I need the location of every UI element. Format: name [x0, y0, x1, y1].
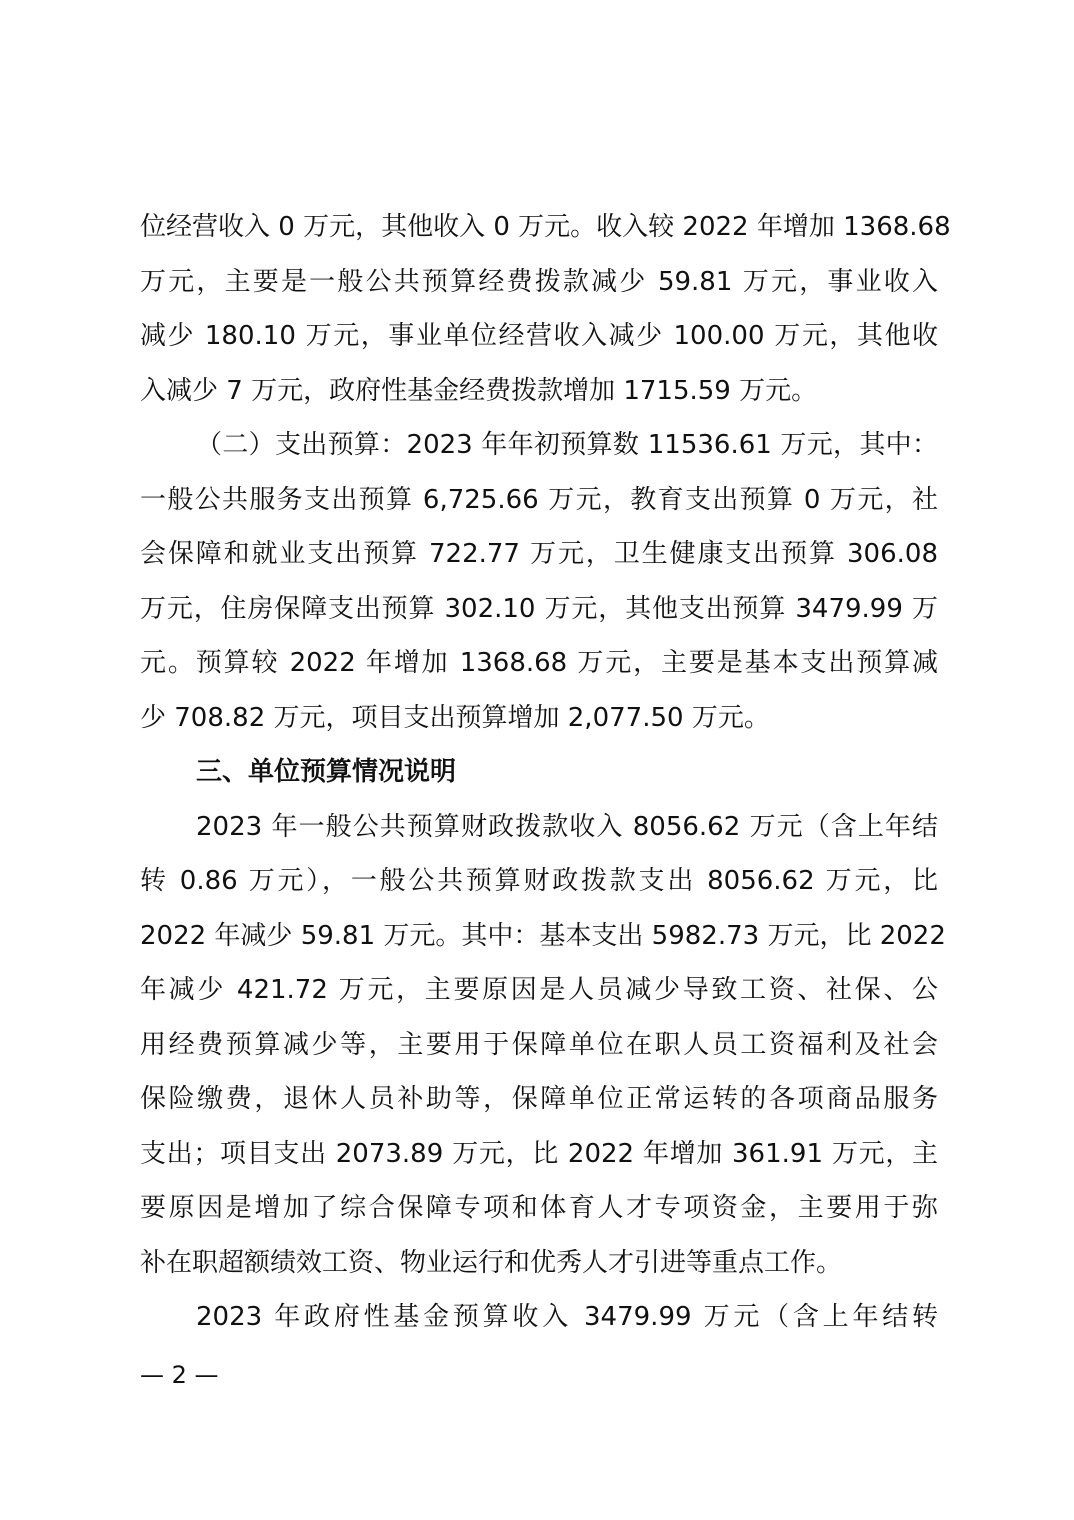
section-heading: [140, 745, 938, 800]
text-line: 位经营收入 0 万元，其他收入 0 万元。收入较 2022 年增加 1368.68: [140, 212, 951, 242]
document-page: [140, 200, 951, 1345]
text-line: 一般公共服务支出预算 6,725.66 万元，教育支出预算 0 万元，社: [140, 484, 938, 515]
text-line: 万元，主要是一般公共预算经费拨款减少 59.81 万元，事业收入: [140, 266, 938, 297]
text-line: 2022 年减少 59.81 万元。其中：基本支出 5982.73 万元，比 2022: [140, 920, 946, 951]
text-line: 用经费预算减少等，主要用于保障单位在职人员工资福利及社会: [140, 1029, 938, 1060]
text-line: 入减少 7 万元，政府性基金经费拨款增加 1715.59 万元。: [140, 375, 818, 406]
text-line: 保险缴费，退休人员补助等，保障单位正常运转的各项商品服务: [140, 1084, 938, 1114]
text-line: 元。预算较 2022 年增加 1368.68 万元，主要是基本支出预算减: [140, 648, 938, 678]
paragraph-expenditure-budget: [140, 418, 938, 745]
paragraph-income-continuation: [140, 200, 951, 418]
text-line: （二）支出预算：2023 年年初预算数 11536.61 万元，其中：: [196, 430, 938, 460]
page-number: — 2 —: [140, 1361, 219, 1389]
text-line: 年减少 421.72 万元，主要原因是人员减少导致工资、社保、公: [140, 975, 938, 1005]
paragraph-gov-fund-budget: [140, 1290, 938, 1345]
text-line: 少 708.82 万元，项目支出预算增加 2,077.50 万元。: [140, 702, 770, 733]
text-line: 支出；项目支出 2073.89 万元，比 2022 年增加 361.91 万元，主: [140, 1138, 938, 1169]
paragraph-general-budget: [140, 800, 946, 1291]
text-line: 要原因是增加了综合保障专项和体育人才专项资金，主要用于弥: [140, 1193, 938, 1223]
text-line: 会保障和就业支出预算 722.77 万元，卫生健康支出预算 306.08: [140, 539, 938, 569]
text-line: 减少 180.10 万元，事业单位经营收入减少 100.00 万元，其他收: [140, 321, 938, 351]
text-line: 万元，住房保障支出预算 302.10 万元，其他支出预算 3479.99 万: [140, 593, 938, 624]
text-line: 2023 年政府性基金预算收入 3479.99 万元（含上年结转: [196, 1302, 938, 1332]
text-line: 补在职超额绩效工资、物业运行和优秀人才引进等重点工作。: [140, 1247, 843, 1278]
section-three-heading: 三、单位预算情况说明: [196, 757, 457, 787]
text-line: 2023 年一般公共预算财政拨款收入 8056.62 万元（含上年结: [196, 811, 938, 842]
text-line: 转 0.86 万元），一般公共预算财政拨款支出 8056.62 万元，比: [140, 866, 938, 896]
